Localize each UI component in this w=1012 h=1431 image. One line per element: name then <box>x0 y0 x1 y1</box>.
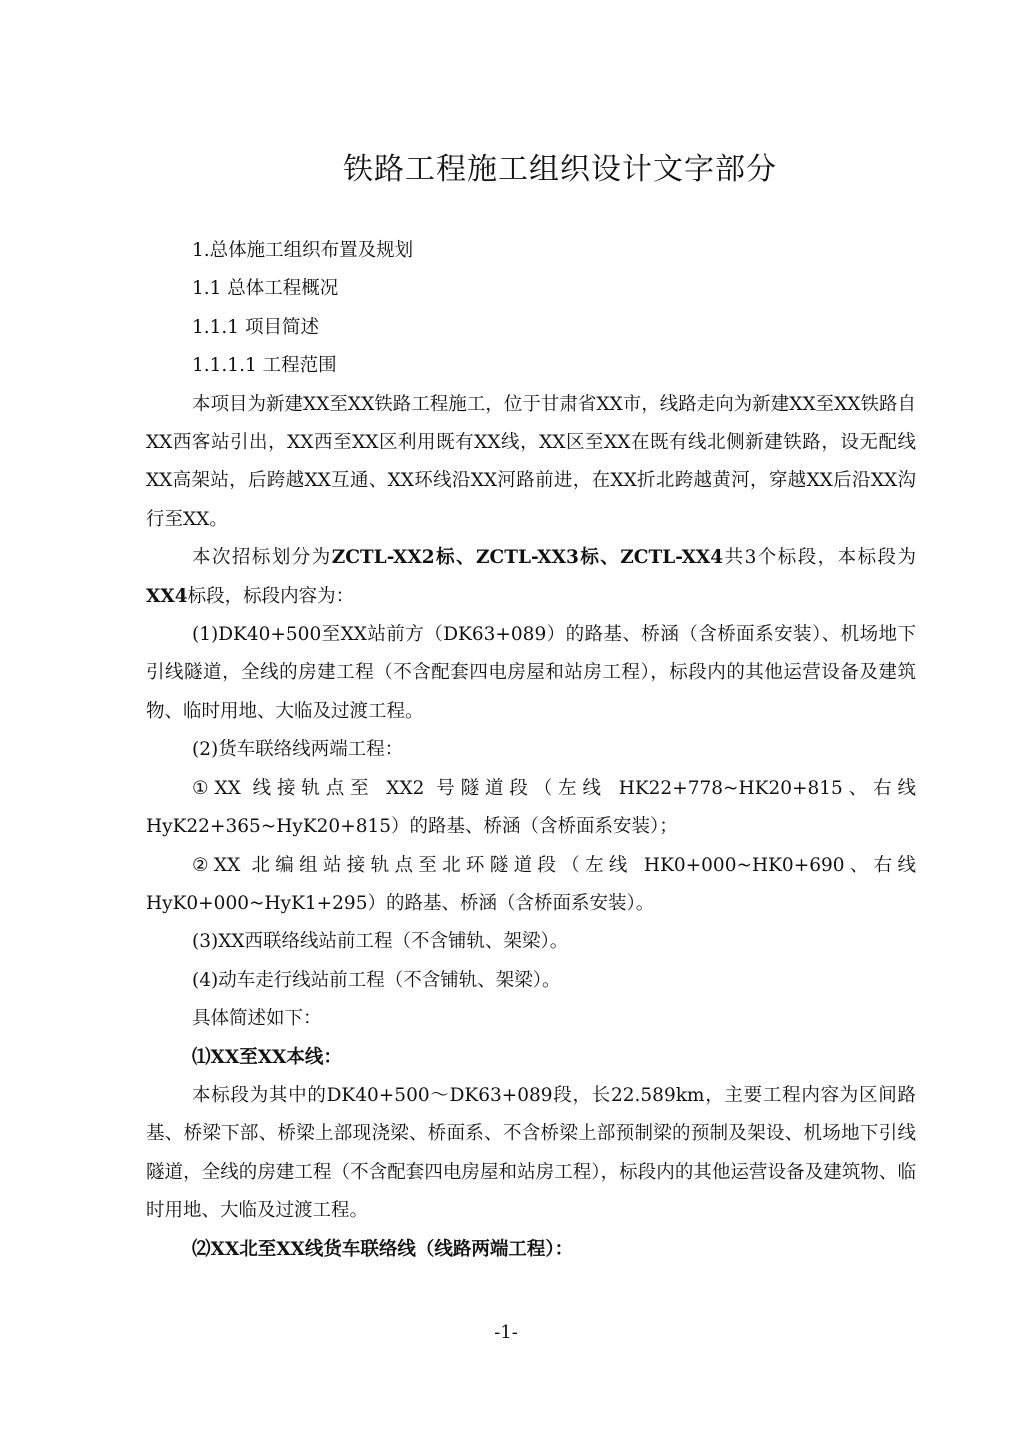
subheading-main-line: ⑴XX至XX本线： <box>192 1046 342 1068</box>
subheading-freight-line: ⑵XX北至XX线货车联络线（线路两端工程）： <box>192 1238 574 1260</box>
bid-text-a: 本次招标划分为 <box>192 547 332 569</box>
heading-1-1-1: 1.1.1 项目简述 <box>192 316 319 338</box>
bid-text-e: 标段，标段内容为： <box>187 585 355 607</box>
paragraph-item-3: (3)XX西联络线站前工程（不含铺轨、架梁）。 <box>192 931 569 953</box>
paragraph-bid-sections <box>146 539 916 616</box>
heading-1-1: 1.1 总体工程概况 <box>192 278 339 300</box>
bid-text-c: 共3个标段，本标段为 <box>723 547 916 569</box>
paragraph-details-intro: 具体简述如下： <box>192 1008 322 1030</box>
document-title: 铁路工程施工组织设计文字部分 <box>343 152 777 187</box>
heading-1-1-1-1: 1.1.1.1 工程范围 <box>192 355 337 377</box>
paragraph-item-1: (1)DK40+500至XX站前方（DK63+089）的路基、桥涵（含桥面系安装）、机场地下引线隧道，全线的房建工程（不含配套四电房屋和站房工程），标段内的其他运营设备及建筑物、临时用地、大临及过渡工程。 <box>146 624 916 722</box>
paragraph-item-2-1: ①XX 线接轨点至 XX2 号隧道段（左线 HK22+778~HK20+815、右线 HyK22+365~HyK20+815）的路基、桥涵（含桥面系安装）； <box>146 777 916 838</box>
page-number: -1- <box>494 1322 518 1343</box>
paragraph-item-2: (2)货车联络线两端工程： <box>192 739 404 761</box>
bid-text-d: XX4 <box>146 585 188 607</box>
paragraph-main-line: 本标段为其中的DK40+500～DK63+089段，长22.589km，主要工程内容为区间路基、桥梁下部、桥梁上部现浇梁、桥面系、不含桥梁上部预制梁的预制及架设、机场地下引线隧道，全线的房建工程（不含配套四电房屋和站房工程），标段内的其他运营设备及建筑物、临时用地、大临及过渡工程。 <box>146 1084 916 1222</box>
document-body <box>146 232 916 1269</box>
paragraph-item-2-2: ②XX 北编组站接轨点至北环隧道段（左线 HK0+000~HK0+690、右线HyK0+000~HyK1+295）的路基、桥涵（含桥面系安装）。 <box>146 854 916 914</box>
paragraph-project-overview: 本项目为新建XX至XX铁路工程施工，位于甘肃省XX市，线路走向为新建XX至XX铁路自XX西客站引出，XX西至XX区利用既有XX线，XX区至XX在既有线北侧新建铁路，设无配线XX高架站，后跨越XX互通、XX环线沿XX河路前进，在XX折北跨越黄河，穿越XX后沿XX沟行至XX。 <box>146 393 916 530</box>
paragraph-item-4: (4)动车走行线站前工程（不含铺轨、架梁）。 <box>192 969 561 991</box>
bid-text-b: ZCTL-XX2标、ZCTL-XX3标、ZCTL-XX4 <box>331 547 724 569</box>
heading-1: 1.总体施工组织布置及规划 <box>192 240 414 261</box>
